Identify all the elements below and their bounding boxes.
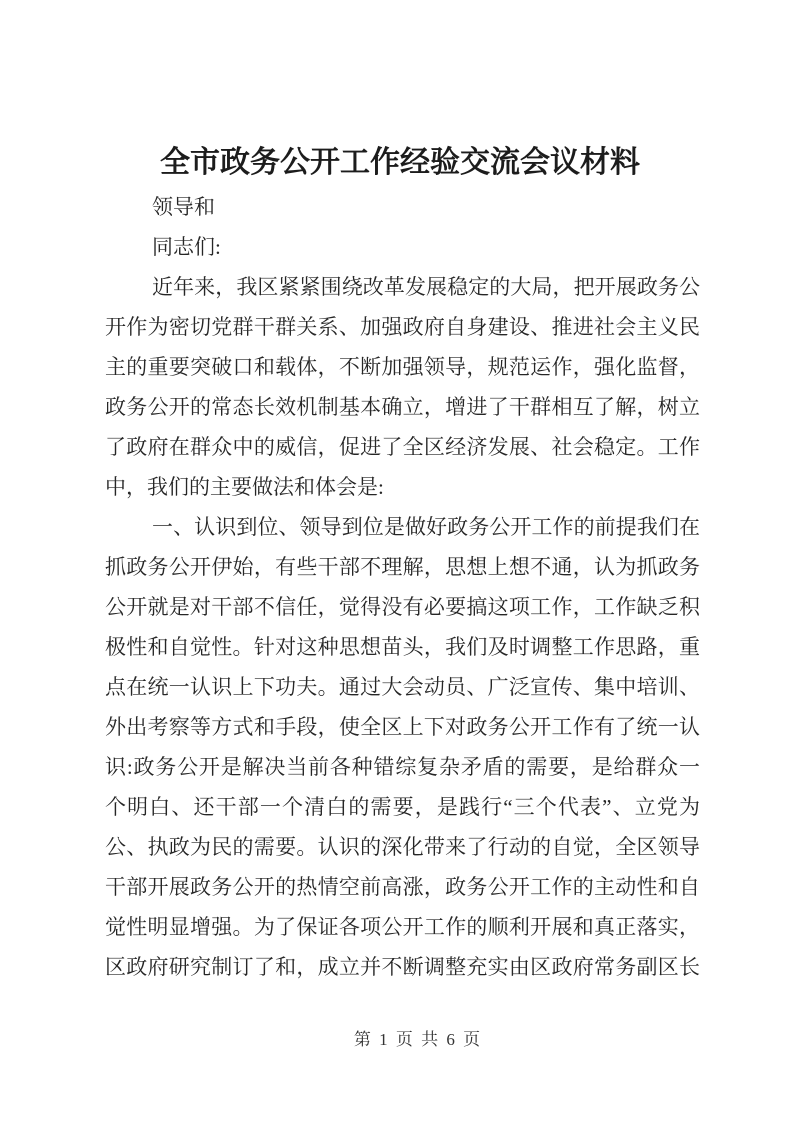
document-body	[105, 187, 700, 987]
text-line: 识:政务公开是解决当前各种错综复杂矛盾的需要，是给群众一	[105, 755, 700, 779]
text-line: 觉性明显增强。为了保证各项公开工作的顺利开展和真正落实，	[105, 915, 700, 939]
text-line: 主的重要突破口和载体，不断加强领导，规范运作，强化监督，	[105, 355, 700, 379]
text-line: 极性和自觉性。针对这种思想苗头，我们及时调整工作思路，重	[105, 635, 700, 659]
text-line: 开作为密切党群干群关系、加强政府自身建设、推进社会主义民	[105, 315, 700, 339]
page-footer	[0, 1028, 800, 1052]
text-line: 政务公开的常态长效机制基本确立，增进了干群相互了解，树立	[105, 395, 700, 419]
text-line: 公开就是对干部不信任，觉得没有必要搞这项工作，工作缺乏积	[105, 595, 700, 619]
text-line-salutation-2: 同志们:	[152, 235, 221, 259]
text-line-section-heading: 一、认识到位、领导到位是做好政务公开工作的前提我们在	[152, 515, 700, 539]
text-line: 了政府在群众中的威信，促进了全区经济发展、社会稳定。工作	[105, 435, 700, 459]
text-line: 干部开展政务公开的热情空前高涨，政务公开工作的主动性和自	[105, 875, 700, 899]
text-line: 点在统一认识上下功夫。通过大会动员、广泛宣传、集中培训、	[105, 675, 700, 699]
text-line: 区政府研究制订了和，成立并不断调整充实由区政府常务副区长	[105, 955, 700, 979]
document-title: 全市政务公开工作经验交流会议材料	[160, 146, 640, 179]
text-line: 近年来，我区紧紧围绕改革发展稳定的大局，把开展政务公	[152, 275, 700, 299]
page-number-label: 第 1 页 共 6 页	[353, 1030, 483, 1049]
text-line: 外出考察等方式和手段，使全区上下对政务公开工作有了统一认	[105, 715, 700, 739]
text-line: 个明白、还干部一个清白的需要，是践行“三个代表”、立党为	[105, 795, 700, 819]
text-line-paragraph-end: 中，我们的主要做法和体会是:	[105, 475, 384, 499]
text-line-salutation-1: 领导和	[152, 195, 215, 219]
text-line: 公、执政为民的需要。认识的深化带来了行动的自觉，全区领导	[105, 835, 700, 859]
text-line: 抓政务公开伊始，有些干部不理解，思想上想不通，认为抓政务	[105, 555, 700, 579]
